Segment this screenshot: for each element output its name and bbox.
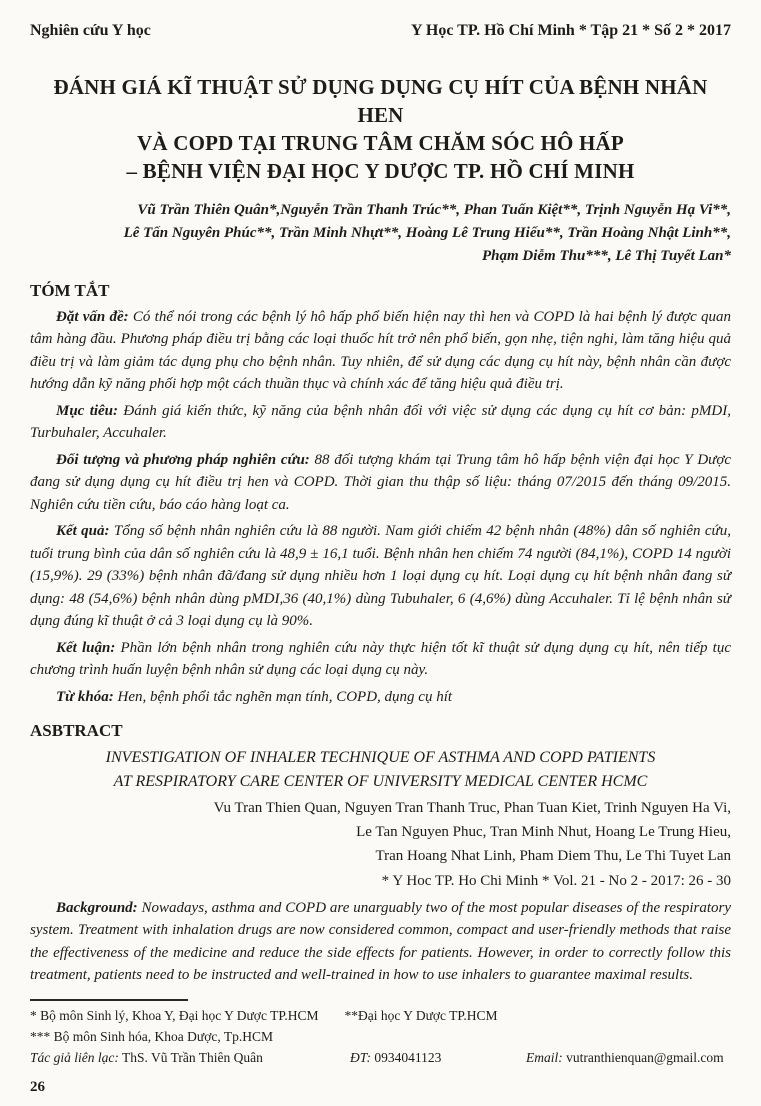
contact-phone [350,1048,526,1069]
email-label: Email: [526,1049,563,1065]
email-address: vutranthienquan@gmail.com [566,1049,724,1065]
paragraph-text: Đánh giá kiến thức, kỹ năng của bệnh nhân đối với việc sử dụng các dụng cụ hít cơ bản: pMDI, Turbuhaler, Accuhaler. [30,402,731,442]
paragraph-doi-tuong-phuong-phap [30,449,731,517]
authors-vi-line2: Lê Tấn Nguyên Phúc**, Trần Minh Nhựt**, Hoàng Lê Trung Hiếu**, Trần Hoàng Nhật Linh**, [123,224,731,241]
phone-number: 0934041123 [374,1049,442,1065]
contact-author [30,1048,350,1069]
abstract-title-line2: AT RESPIRATORY CARE CENTER OF UNIVERSITY MEDICAL CENTER HCMC [113,772,648,790]
paragraph-text: Nowadays, asthma and COPD are unarguably two of the most popular diseases of the respiratory system. Treatment with inhalation drugs are now considered common, compact and user-friendly methods that raise the effectiveness of the medicine and reduce the side effects for patients. However, in order to correctly follow this treatment, patients need to be instructed and well-trained in how to use inhalers to guarantee maximal results. [30,899,731,984]
abstract-english-title [30,746,731,794]
authors-en-line2: Le Tan Nguyen Phuc, Tran Minh Nhut, Hoang Le Trung Hieu, [356,824,731,841]
abstract-heading: ASBTRACT [30,721,123,741]
paragraph-lead: Đối tượng và phương pháp nghiên cứu: [56,451,310,468]
authors-vietnamese [30,199,731,269]
footnote-affiliation-1: * Bộ môn Sinh lý, Khoa Y, Đại học Y Dược TP.HCM [30,1007,319,1023]
authors-english [30,796,731,893]
header-journal-info: Y Học TP. Hồ Chí Minh * Tập 21 * Số 2 * 2017 [410,22,731,39]
article-title-line2: VÀ COPD TẠI TRUNG TÂM CHĂM SÓC HÔ HẤP [137,130,624,155]
paragraph-lead: Background: [56,899,138,916]
authors-en-line3: Tran Hoang Nhat Linh, Pham Diem Thu, Le Thi Tuyet Lan [375,848,731,865]
contact-email [526,1048,731,1069]
paragraph-lead: Mục tiêu: [56,402,119,419]
page-header [30,22,731,40]
paragraph-lead: Kết quả: [56,523,110,540]
footnote-affiliation-2: **Đại học Y Dược TP.HCM [344,1007,498,1023]
paragraph-text: Hen, bệnh phổi tắc nghẽn mạn tính, COPD, dụng cụ hít [113,688,453,705]
paragraph-text: Phần lớn bệnh nhân trong nghiên cứu này thực hiện tốt kĩ thuật sử dụng dụng cụ hít, nên tiếp tục chương trình huấn luyện bệnh nhân sử dụng các loại dụng cụ này. [30,639,731,679]
article-title-line1: ĐÁNH GIÁ KĨ THUẬT SỬ DỤNG DỤNG CỤ HÍT CỦA BỆNH NHÂN HEN [53,75,708,127]
paragraph-muc-tieu [30,400,731,445]
paragraph-lead: Kết luận: [56,639,116,656]
paragraph-tu-khoa [30,686,731,709]
footnote-affiliations-line1 [30,1006,731,1027]
paragraph-ket-qua [30,520,731,633]
paragraph-lead: Từ khóa: [56,688,114,705]
authors-vi-line1: Vũ Trần Thiên Quân*,Nguyễn Trần Thanh Trúc**, Phan Tuấn Kiệt**, Trịnh Nguyễn Hạ Vi**, [137,201,731,218]
authors-en-line1: Vu Tran Thien Quan, Nguyen Tran Thanh Truc, Phan Tuan Kiet, Trinh Nguyen Ha Vi, [213,799,731,816]
paragraph-lead: Đặt vấn đề: [56,308,129,325]
corresponding-author-line [30,1048,731,1069]
tom-tat-heading: TÓM TẮT [30,281,110,301]
page-number: 26 [30,1078,45,1095]
phone-label: ĐT: [350,1049,372,1065]
contact-label: Tác giả liên lạc: [30,1049,119,1065]
footnote-affiliations-line2: *** Bộ môn Sinh hóa, Khoa Dược, Tp.HCM [30,1028,273,1044]
footnote-separator-rule [30,999,188,1001]
article-title-line3: – BỆNH VIỆN ĐẠI HỌC Y DƯỢC TP. HỒ CHÍ MINH [126,158,635,183]
article-title [30,74,731,186]
paragraph-dat-van-de [30,306,731,396]
paragraph-text: Tổng số bệnh nhân nghiên cứu là 88 người. Nam giới chiếm 42 bệnh nhân (48%) dân số nghiên cứu, tuổi trung bình của dân số nghiên cứu là 48,9 ± 16,1 tuổi. Bệnh nhân hen chiếm 74 người (84,1%), COPD 14 người (15,9%). 29 (33%) bệnh nhân đã/đang sử dụng nhiều hơn 1 loại dụng cụ hít. Loại dụng cụ hít bệnh nhân đang sử dụng: 48 (54,6%) bệnh nhân dùng pMDI,36 (40,1%) dùng Tubuhaler, 6 (4,6%) dùng Accuhaler. Tỉ lệ bệnh nhân sử dụng đúng kĩ thuật ở cả 3 loại dụng cụ là 90%. [30,523,731,630]
abstract-title-line1: INVESTIGATION OF INHALER TECHNIQUE OF ASTHMA AND COPD PATIENTS [105,748,656,766]
paragraph-background [30,897,731,987]
footnotes [30,1006,731,1069]
journal-citation: * Y Hoc TP. Ho Chi Minh * Vol. 21 - No 2 - 2017: 26 - 30 [381,872,731,889]
header-section-label: Nghiên cứu Y học [30,22,151,39]
contact-name: ThS. Vũ Trần Thiên Quân [122,1049,263,1065]
authors-vi-line3: Phạm Diễm Thu***, Lê Thị Tuyết Lan* [481,248,731,265]
paragraph-text: 88 đối tượng khám tại Trung tâm hô hấp bệnh viện đại học Y Dược đang sử dụng dụng cụ hít điều trị hen và COPD. Thời gian thu thập số liệu: tháng 07/2015 đến tháng 09/2015. Nghiên cứu tiền cứu, báo cáo hàng loạt ca. [30,451,731,513]
paragraph-ket-luan [30,637,731,682]
paragraph-text: Có thể nói trong các bệnh lý hô hấp phổ biến hiện nay thì hen và COPD là hai bệnh lý được quan tâm hàng đầu. Phương pháp điều trị bằng các loại thuốc hít trở nên phổ biến, gọn nhẹ, tiện nghi, làm tăng hiệu quả điều trị và làm giảm tác dụng phụ cho bệnh nhân. Tuy nhiên, để sử dụng các dụng cụ hít này, bệnh nhân cần được hướng dẫn kỹ năng phối hợp một cách thuần thục và chính xác để tăng hiệu quả điều trị. [30,308,732,393]
